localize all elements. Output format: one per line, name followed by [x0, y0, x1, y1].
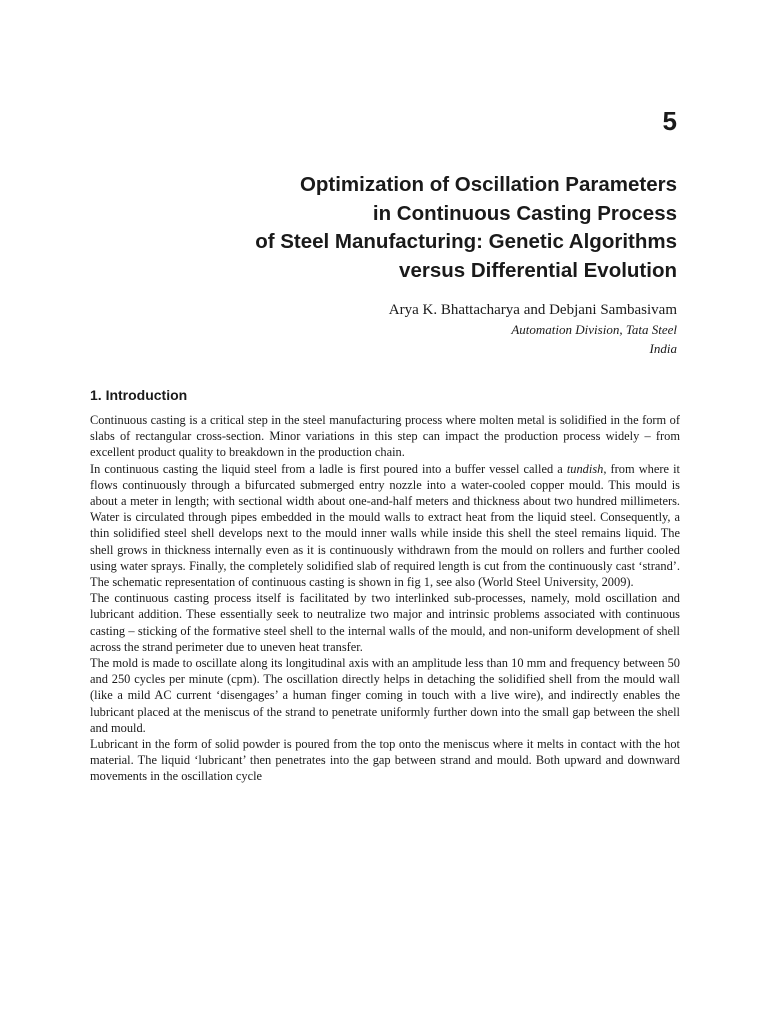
title-line: in Continuous Casting Process	[372, 201, 677, 225]
paragraph	[90, 461, 680, 591]
affiliation	[77, 320, 677, 358]
paragraph: The mold is made to oscillate along its longitudinal axis with an amplitude less than 10 mm and frequency between 50 and 250 cycles per minute (cpm). The oscillation directly helps in detaching the solidified shell from the mould wall (like a mild AC current ‘disengages’ a human finger coming in touch with a live wire), and indirectly enables the lubricant placed at the meniscus of the strand to penetrate uniformly further down into the small gap between the shell and mould.	[90, 656, 680, 735]
paragraph: Lubricant in the form of solid powder is poured from the top onto the meniscus where it melts in contact with the hot material. The liquid ‘lubricant’ then penetrates into the gap between strand and mould. Both upward and downward movements in the oscillation cycle	[90, 737, 680, 784]
affiliation-country: India	[649, 341, 677, 356]
paragraph: Continuous casting is a critical step in the steel manufacturing process where molten metal is solidified in the form of slabs of rectangular cross-section. Minor variations in this step can impact the production process widely – from excellent product quality to breakdown in the production chain.	[90, 413, 680, 460]
section-heading: 1. Introduction	[90, 387, 188, 403]
paragraph-text: In continuous casting the liquid steel from a ladle is first poured into a buffer vessel called a	[90, 461, 567, 476]
italic-term: tundish	[566, 461, 604, 476]
paragraph-text: , from where it flows continuously through a bifurcated submerged entry nozzle into a water-cooled copper mould. This mould is about a meter in length; with sectional width about one-and-half meters and thickness about two hundred millimeters. Water is circulated through pipes embedded in the mould walls to extract heat from the liquid steel. Consequently, a thin solidified steel shell develops next to the mould inner walls while inside this shell the steel remains liquid. The shell grows in thickness internally even as it is continuously withdrawn from the mould on rollers and further cooled using water sprays. Finally, the completely solidified slab of required length is cut from the continuously cast ‘strand’. The schematic representation of continuous casting is shown in fig 1, see also (World Steel University, 2009).	[90, 461, 680, 590]
chapter-title	[77, 171, 677, 285]
body-text	[90, 412, 680, 785]
affiliation-division: Automation Division, Tata Steel	[511, 322, 677, 337]
chapter-number: 5	[662, 106, 677, 136]
authors: Arya K. Bhattacharya and Debjani Sambasivam	[388, 302, 677, 318]
title-line: of Steel Manufacturing: Genetic Algorithms	[255, 230, 677, 253]
title-line: versus Differential Evolution	[399, 258, 677, 282]
paragraph: The continuous casting process itself is facilitated by two interlinked sub-processes, namely, mold oscillation and lubricant addition. These essentially seek to neutralize two major and intrinsic problems associated with continuous casting – sticking of the formative steel shell to the internal walls of the mould, and non-uniform development of shell across the strand perimeter due to uneven heat transfer.	[90, 591, 680, 654]
title-line: Optimization of Oscillation Parameters	[299, 173, 677, 196]
